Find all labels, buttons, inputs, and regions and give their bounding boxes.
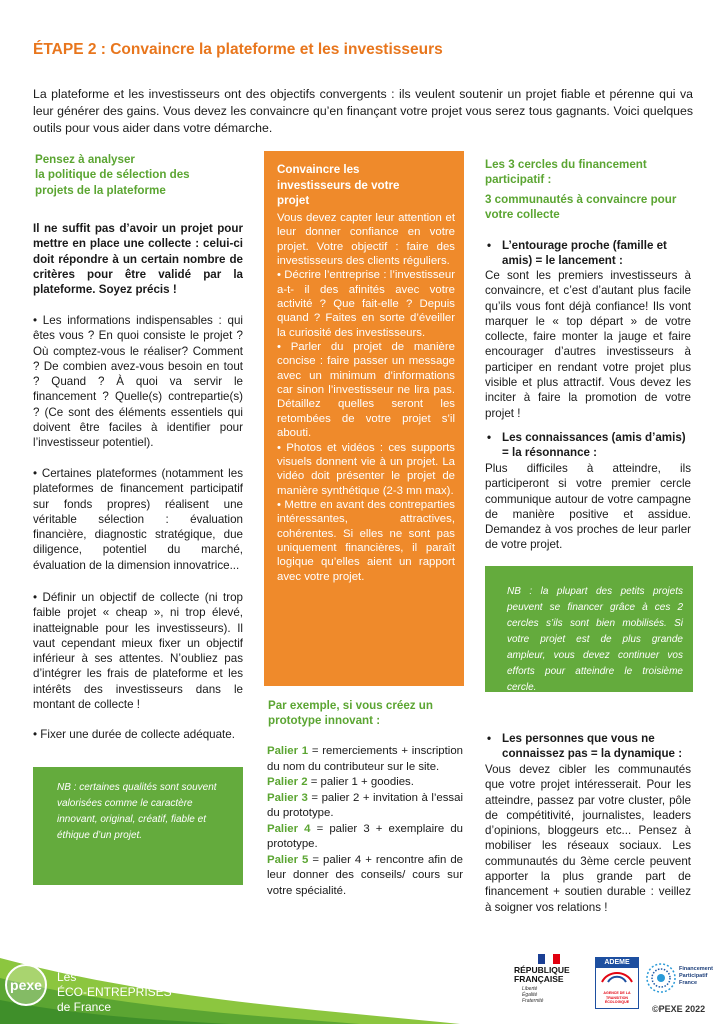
pexe-logo-mark: [4, 963, 48, 1007]
col1-heading-line3: projets de la plateforme: [35, 183, 166, 197]
circles-subheading: 3 communautés à convaincre pour votre collecte: [485, 193, 677, 222]
col1-nb-text: NB : certaines qualités sont souvent valorisées comme le caractère innovant, original, créatif, fiable et éthique d’un projet.: [57, 782, 217, 841]
col3-nb-box: [485, 566, 693, 692]
col1-heading-line1: Pensez à analyser: [35, 153, 135, 166]
circle3-text: Vous devez cibler les communautés que votre projet intéresserait. Pour les atteindre, passez par votre cluster, pôle de compétitivité, journalistes, leaders d’opinions, bloggeurs etc... Pensez à mobiliser les réseaux sociaux. Les communautés du 3ème cercle peuvent apporter la plus grande part de financement + soutien durable : veillez à soigner vos relations !: [485, 763, 691, 914]
copyright: ©PEXE 2022: [652, 1004, 706, 1014]
circle1-title-text: L’entourage proche (famille et amis) = le lancement :: [502, 239, 667, 268]
rf-title: [514, 966, 584, 984]
circle3-title: [485, 731, 691, 762]
rf-line2: FRANÇAISE: [514, 974, 564, 984]
tier-text: = palier 4 + rencontre afin de leur donner des conseils/ cours sur votre spécialité.: [267, 853, 464, 897]
pexe-line1: Les: [57, 970, 77, 984]
rf-motto: [514, 986, 584, 1004]
circle2-title-text: Les connaissances (amis d’amis) = la résonnance :: [502, 431, 686, 460]
circle1-title: [485, 238, 691, 269]
tier-label: Palier 1: [267, 745, 309, 757]
circle2-title: [485, 430, 691, 461]
fpf-line3: France: [679, 980, 698, 986]
tier-text: = palier 1 + goodies.: [307, 776, 414, 788]
ademe-subtitle: AGENCE DE LA TRANSITION ÉCOLOGIQUE: [603, 991, 631, 1004]
col1-bullet-duration: • Fixer une durée de collecte adéquate.: [33, 728, 235, 741]
tier-item: [267, 775, 463, 791]
circle1-text: Ce sont les premiers investisseurs à convaincre, et c’est d’autant plus facile qu’ils vous font déjà confiance! Ils vont marquer le « top départ » de votre collecte, faire monter la jauge et faire encourager d’autres investisseurs à participer en rendant votre projet plus visible et plus attractif. Vous devez les inciter à faire la promotion de votre projet !: [485, 269, 691, 420]
fpf-dots-icon: [645, 962, 677, 994]
circle3-title-text: Les personnes que vous ne connaissez pas = la dynamique :: [502, 732, 683, 761]
tier-text: = palier 2 + invitation à l’essai du prototype.: [267, 791, 463, 819]
col1-bullet-information: • Les informations indispensables : qui êtes vous ? En quoi consiste le projet ? Où comptez-vous le réaliser? Comment ? De combien avez-vous besoin en tout ? Quand ? À quoi va servir le financement ? Quelle(s) contrepartie(s) ? (Ce sont des éléments essentiels qui doivent être faciles à identifier pour l’investisseur potentiel).: [33, 314, 243, 450]
tier-text: = remerciements + inscription du nom du contributeur sur le site.: [267, 745, 463, 773]
investors-bullet-project: • Parler du projet de manière concise : faire passer un message avec un minimum d’informations car sinon l’investisseur ne lira pas. Détaillez quelles seront les retombées de votre projet s’il abouti.: [277, 341, 455, 440]
tier-label: Palier 5: [267, 853, 309, 866]
fpf-line1: Financement: [679, 966, 713, 972]
pexe-name: [57, 970, 172, 1015]
investors-box-heading: Convaincre les investisseurs de votre projet: [277, 163, 400, 207]
pexe-logo-text: pexe: [10, 977, 42, 993]
fpf-text: [679, 966, 713, 987]
col1-nb-box: [33, 767, 243, 885]
bullet-dot: •: [487, 732, 492, 745]
tier-item: [267, 791, 463, 822]
page-title: ÉTAPE 2 : Convaincre la plateforme et les investisseurs: [33, 41, 443, 58]
tier-list: [267, 744, 463, 899]
col1-heading-line2: la politique de sélection des: [35, 168, 190, 182]
example-heading: Par exemple, si vous créez un prototype innovant :: [268, 699, 433, 728]
tier-item: [267, 822, 463, 853]
tier-item: [267, 744, 463, 775]
investors-intro: Vous devez capter leur attention et leur donner confiance en votre projet. Votre objectif : faire des investisseurs des clients réguliers.: [277, 212, 455, 268]
investors-bullet-company: • Décrire l’entreprise : l’investisseur a-t- il des afinités avec votre activité ? Que fait-elle ? Depuis quand ? Faites en sorte d’éveiller la curiosité des investisseurs.: [277, 269, 455, 339]
tier-item: [267, 853, 463, 900]
bullet-dot: •: [487, 431, 492, 444]
col1-bullet-selection: • Certaines plateformes (notamment les plateformes de financement participatif sur fonds propres) réalisent une véritable sélection : évaluation financière, diagnostic stratégique, due diligence, potentiel du marché, évaluation de la dimension innovatrice...: [33, 467, 243, 572]
pexe-line2: ÉCO-ENTREPRISES: [57, 985, 172, 999]
marianne-flag-icon: [538, 954, 560, 964]
col1-lead: Il ne suffit pas d’avoir un projet pour mettre en place une collecte : celui-ci doit répondre à un certain nombre de critères pour être validé par la plateforme. Soyez précis !: [33, 222, 243, 297]
intro-paragraph: La plateforme et les investisseurs ont des objectifs convergents : ils veulent soutenir un projet fiable et pérenne qui va leur générer des gains. Vous devez les convaincre qu’en finançant votre projet vous serez tous gagnants. Voici quelques outils pour vous aider dans votre démarche.: [33, 87, 693, 135]
rf-motto1: Liberté: [522, 986, 538, 992]
investors-box: [264, 151, 464, 686]
investors-bullet-rewards: • Mettre en avant des contreparties intéressantes, attractives, cohérentes. Si elles ne sont pas uniquement financières, il paraît logique qu’elles aient un rapport avec votre projet.: [277, 498, 455, 583]
bullet-dot: •: [487, 239, 492, 252]
col1-heading: [33, 152, 243, 198]
ademe-emblem-icon: [596, 968, 638, 986]
tier-text: = palier 3 + exemplaire du prototype.: [267, 822, 464, 850]
rf-motto2: Égalité: [522, 992, 538, 998]
republique-francaise-logo: [514, 954, 584, 1004]
tier-label: Palier 4: [267, 822, 311, 835]
rf-motto3: Fraternité: [522, 998, 544, 1004]
tier-label: Palier 2: [267, 776, 308, 788]
col1-bullet-objective: • Définir un objectif de collecte (ni trop faible projet « cheap », ni trop élevé, inatteignable pour les investisseurs). Il vaut cependant mieux fixer un objectif inférieur à ses attentes. N’oubliez pas d’intégrer les frais de plateforme et les intérêts des investisseurs dans le montant de collecte !: [33, 591, 243, 712]
pexe-logo: [4, 963, 48, 1007]
circle2-text: Plus difficiles à atteindre, ils participeront si votre premier cercle communique autour de votre campagne de manière positive et assidue. Demandez à vos proches de leur parler de votre projet.: [485, 462, 691, 552]
tier-label: Palier 3: [267, 791, 308, 804]
ademe-label: ADEME: [596, 958, 638, 968]
col3-nb-text: NB : la plupart des petits projets peuvent se financer grâce à ces 2 cercles s’ils sont bien mobilisés. Si votre projet est de plus grande ampleur, vous devez continuer vos efforts pour atteindre le troisième cercle.: [507, 586, 683, 693]
circles-heading: Les 3 cercles du financement participatif :: [485, 158, 647, 187]
investors-box-body: [277, 211, 455, 584]
pexe-line3: de France: [57, 1000, 112, 1014]
ademe-logo: [595, 957, 639, 1009]
investors-bullet-media: • Photos et vidéos : ces supports visuels donnent vie à un projet. La vidéo doit présenter le projet de manière synthétique (2-3 mn max).: [277, 441, 455, 497]
fpf-line2: Participatif: [679, 973, 708, 979]
rf-line1: RÉPUBLIQUE: [514, 965, 570, 975]
